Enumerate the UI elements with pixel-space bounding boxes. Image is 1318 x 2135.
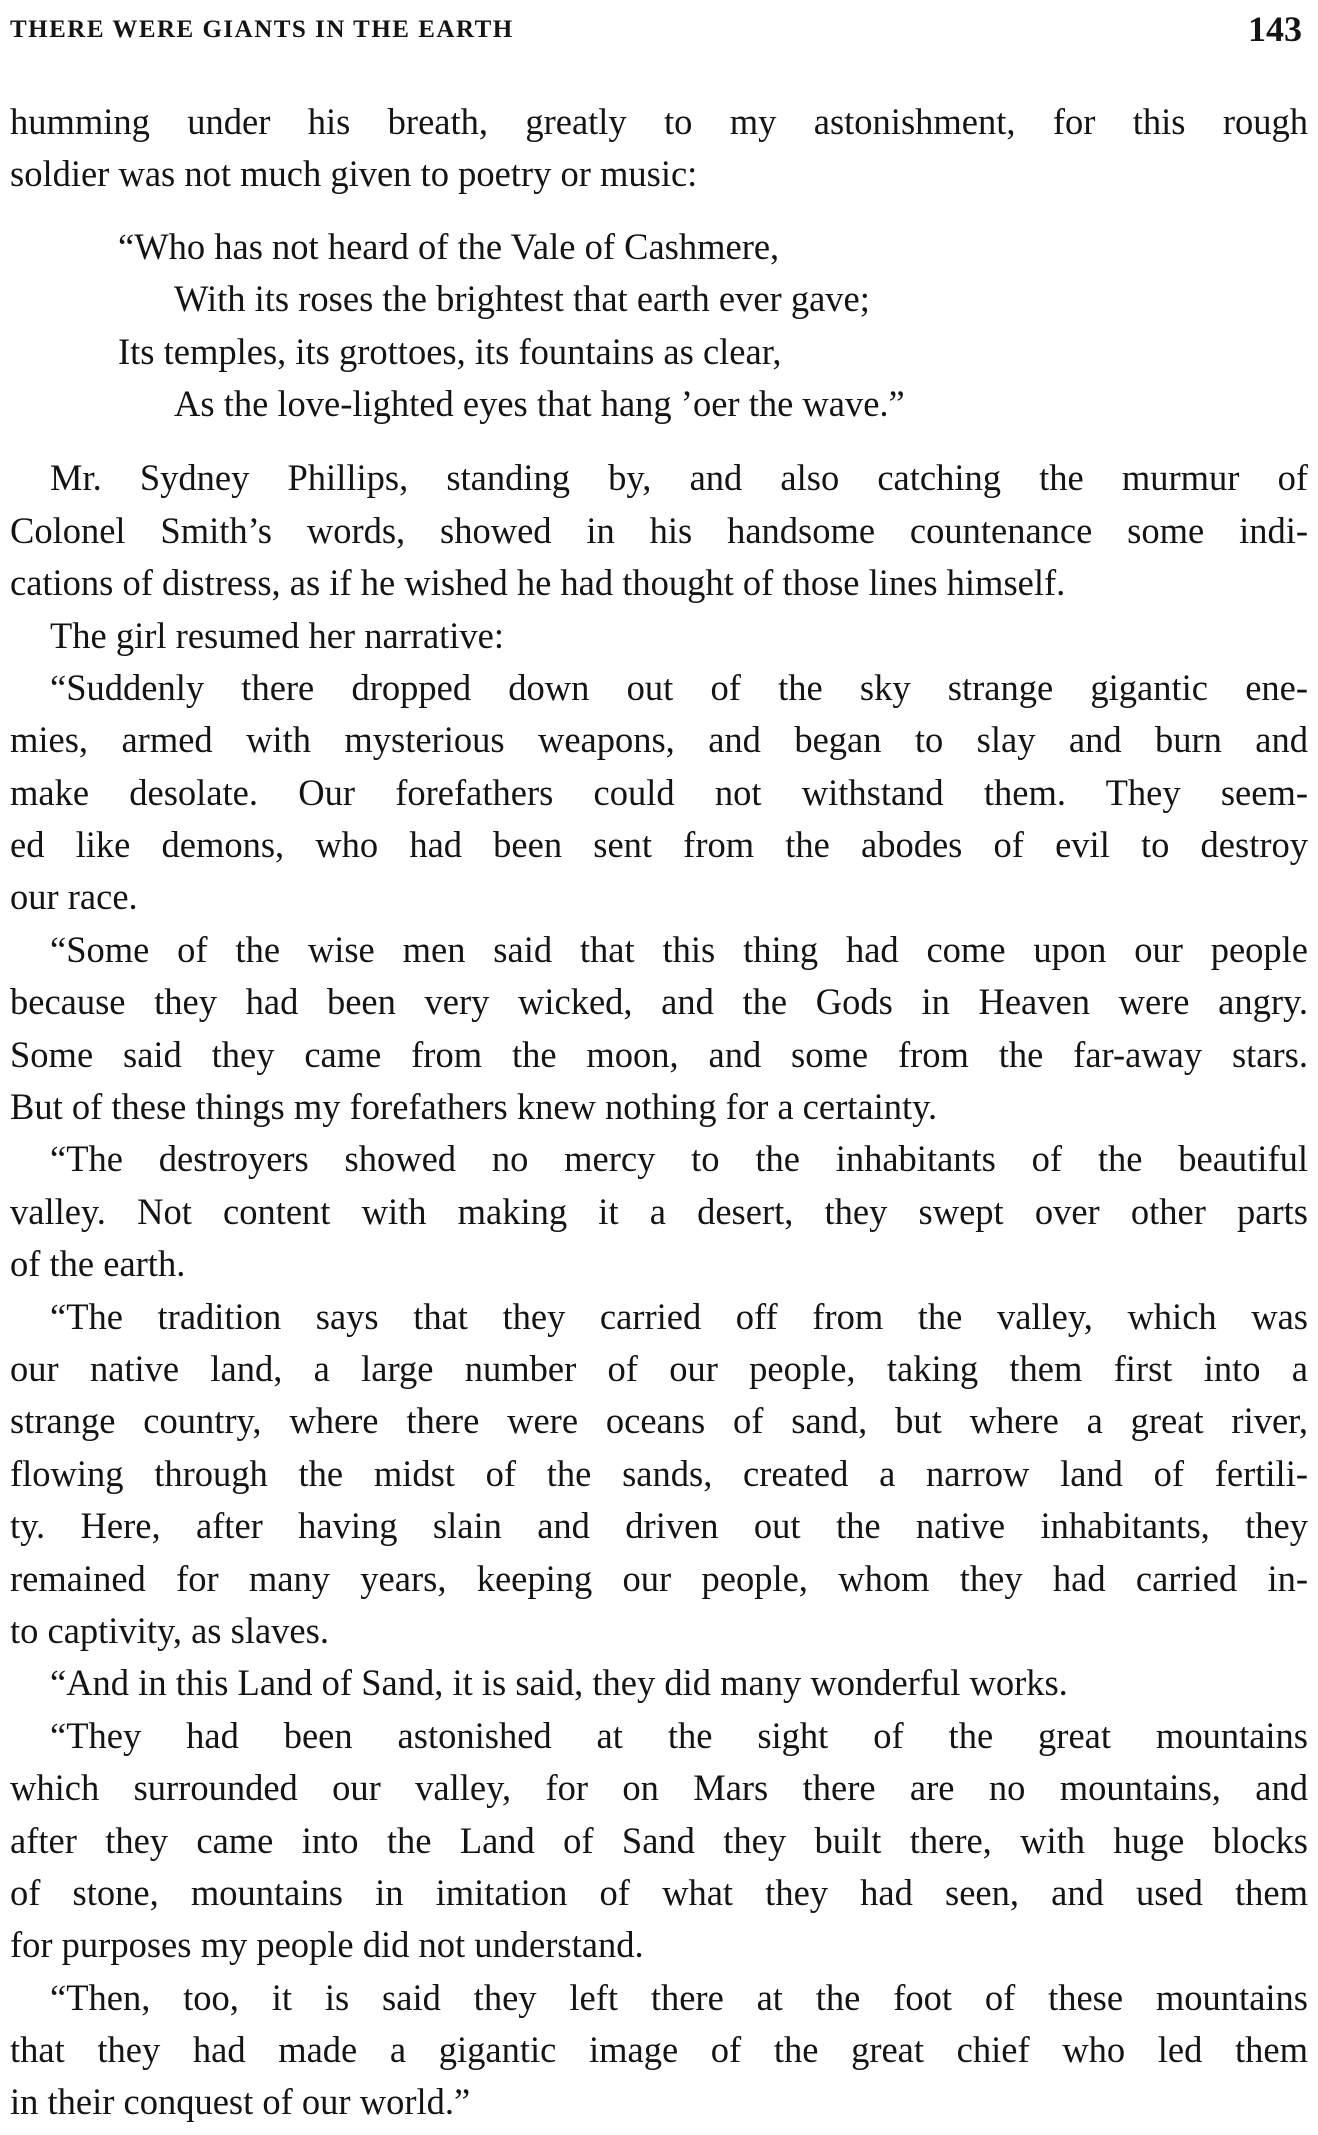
paragraph — [10, 452, 1308, 609]
text-line: soldier was not much given to poetry or music: — [10, 153, 698, 195]
text-line: cations of distress, as if he wished he had thought of those lines himself. — [10, 562, 1066, 604]
verse-line: With its roses the brightest that earth ever gave; — [174, 278, 870, 320]
text-line: ed like demons, who had been sent from the abodes of evil to destroy — [10, 824, 1308, 866]
text-line: “Then, too, it is said they left there at the foot of these mountains — [50, 1976, 1308, 2018]
text-line: remained for many years, keeping our people, whom they had carried in- — [10, 1557, 1308, 1599]
text-line: our race. — [10, 876, 138, 918]
paragraph — [10, 924, 1308, 1134]
text-line: that they had made a gigantic image of the great chief who led them — [10, 2029, 1308, 2071]
text-line: “Some of the wise men said that this thing had come upon our people — [50, 928, 1308, 970]
paragraph — [10, 1710, 1308, 1972]
text-line: Colonel Smith’s words, showed in his handsome countenance some indi- — [10, 509, 1308, 551]
text-line: make desolate. Our forefathers could not withstand them. They seem- — [10, 771, 1308, 813]
text-line: flowing through the midst of the sands, created a narrow land of fertili- — [10, 1452, 1308, 1494]
paragraph — [10, 610, 1308, 662]
text-line: because they had been very wicked, and the Gods in Heaven were angry. — [10, 981, 1308, 1023]
running-head — [10, 6, 1308, 56]
text-line: to captivity, as slaves. — [10, 1609, 329, 1651]
paragraph — [10, 662, 1308, 924]
text-line: which surrounded our valley, for on Mars there are no mountains, and — [10, 1767, 1308, 1809]
text-line: for purposes my people did not understand. — [10, 1924, 644, 1966]
text-line: our native land, a large number of our people, taking them first into a — [10, 1347, 1308, 1389]
text-line: “The destroyers showed no mercy to the inhabitants of the beautiful — [50, 1138, 1308, 1180]
text-line: ty. Here, after having slain and driven out the native inhabitants, they — [10, 1505, 1308, 1547]
verse-line: As the love-lighted eyes that hang ’oer the wave.” — [174, 382, 905, 424]
verse-quotation — [10, 221, 1308, 431]
book-page — [10, 0, 1308, 2135]
text-line: humming under his breath, greatly to my astonishment, for this rough — [10, 101, 1308, 142]
running-title: THERE WERE GIANTS IN THE EARTH — [10, 16, 514, 43]
body-text — [10, 96, 1308, 2129]
text-line: after they came into the Land of Sand they built there, with huge blocks — [10, 1819, 1308, 1861]
text-line: of stone, mountains in imitation of what they had seen, and used them — [10, 1871, 1308, 1913]
verse-line: Its temples, its grottoes, its fountains as clear, — [118, 330, 782, 372]
text-line: “Suddenly there dropped down out of the sky strange gigantic ene- — [50, 666, 1308, 708]
text-line: Mr. Sydney Phillips, standing by, and also catching the murmur of — [50, 457, 1308, 499]
text-line: valley. Not content with making it a desert, they swept over other parts — [10, 1190, 1308, 1232]
page-number: 143 — [1248, 9, 1302, 49]
verse-line: “Who has not heard of the Vale of Cashmere, — [118, 225, 780, 267]
paragraph — [10, 1133, 1308, 1290]
text-line: “They had been astonished at the sight of the great mountains — [50, 1714, 1308, 1756]
paragraph — [10, 1657, 1308, 1709]
paragraph — [10, 1972, 1308, 2129]
text-line: strange country, where there were oceans of sand, but where a great river, — [10, 1400, 1308, 1442]
text-line: Some said they came from the moon, and some from the far-away stars. — [10, 1033, 1308, 1075]
text-line: But of these things my forefathers knew nothing for a certainty. — [10, 1086, 938, 1128]
paragraph-opening — [10, 96, 1308, 201]
text-line: mies, armed with mysterious weapons, and began to slay and burn and — [10, 719, 1308, 761]
text-line: “The tradition says that they carried off from the valley, which was — [50, 1295, 1308, 1337]
text-line: of the earth. — [10, 1243, 186, 1285]
text-line: in their conquest of our world.” — [10, 2081, 471, 2123]
text-line: “And in this Land of Sand, it is said, they did many wonderful works. — [50, 1662, 1068, 1704]
paragraph — [10, 1291, 1308, 1658]
text-line: The girl resumed her narrative: — [50, 614, 505, 656]
